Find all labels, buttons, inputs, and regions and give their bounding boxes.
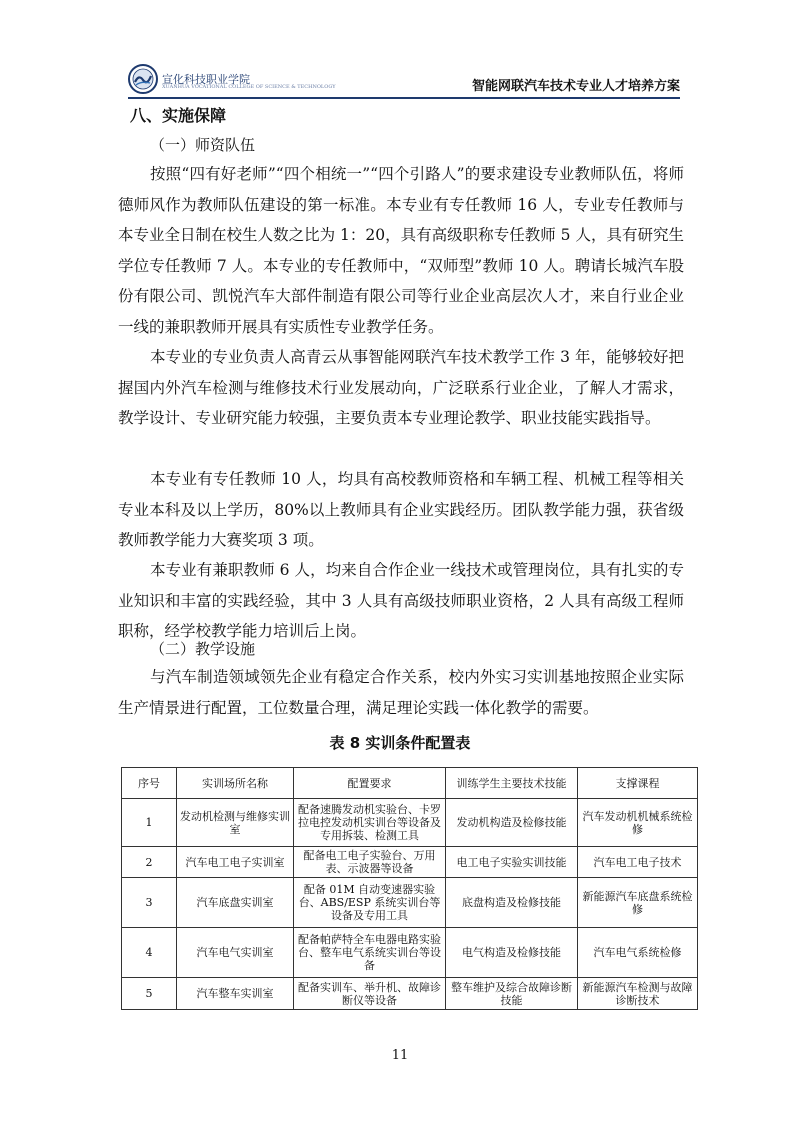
table-row <box>122 928 698 978</box>
page-number: 11 <box>391 1048 409 1063</box>
paragraph-parttime-teachers: 本专业有兼职教师 6 人，均来自合作企业一线技术或管理岗位，具有扎实的专业知识和丰富的实践经验，其中 3 人具有高级技师职业资格，2 人具有高级工程师职称，经学校教学能力培训后上岗。 <box>118 561 684 640</box>
table-cell: 汽车电工电子技术 <box>578 847 698 878</box>
section-title: 八、实施保障 <box>130 106 227 125</box>
table-cell: 电气构造及检修技能 <box>446 928 578 978</box>
column-header: 配置要求 <box>294 768 446 799</box>
school-name-en: XUANHUA VOCATIONAL COLLEGE OF SCIENCE & TECHNOLOGY <box>162 84 336 90</box>
table-caption: 表 8 实训条件配置表 <box>329 734 471 752</box>
table-cell: 配备速腾发动机实验台、卡罗拉电控发动机实训台等设备及专用拆装、检测工具 <box>294 799 446 847</box>
table-cell: 3 <box>122 878 177 928</box>
table-cell: 电工电子实验实训技能 <box>446 847 578 878</box>
column-header: 序号 <box>122 768 177 799</box>
table-cell: 配备 01M 自动变速器实验台、ABS/ESP 系统实训台等设备及专用工具 <box>294 878 446 928</box>
table-cell: 2 <box>122 847 177 878</box>
document-title: 智能网联汽车技术专业人才培养方案 <box>471 79 680 94</box>
training-conditions-table <box>121 767 698 1010</box>
page-header <box>128 62 680 98</box>
table-cell: 汽车电气实训室 <box>177 928 294 978</box>
table-cell: 1 <box>122 799 177 847</box>
college-logo-icon <box>128 64 158 94</box>
table-cell: 汽车电气系统检修 <box>578 928 698 978</box>
paragraph-teacher-team: 按照“四有好老师”“四个相统一”“四个引路人”的要求建设专业教师队伍，将师德师风作为教师队伍建设的第一标准。本专业有专任教师 16 人，专业专任教师与本专业全日制在校生人数之比为 1：20，具有高级职称专任教师 5 人，具有研究生学位专任教师 7 人。本专业的专任教师中，“双师型”教师 10 人。聘请长城汽车股份有限公司、凯悦汽车大部件制造有限公司等行业企业高层次人才，来自行业企业一线的兼职教师开展具有实质性专业教学任务。 <box>118 165 684 336</box>
school-name: 宣化科技职业学院 <box>162 73 250 86</box>
table-cell: 发动机构造及检修技能 <box>446 799 578 847</box>
column-header: 支撑课程 <box>578 768 698 799</box>
table-cell: 配备帕萨特全车电器电路实验台、整车电气系统实训台等设备 <box>294 928 446 978</box>
table-cell: 汽车整车实训室 <box>177 978 294 1010</box>
table-row <box>122 799 698 847</box>
table-cell: 5 <box>122 978 177 1010</box>
table-cell: 4 <box>122 928 177 978</box>
table-cell: 汽车电工电子实训室 <box>177 847 294 878</box>
table-row <box>122 878 698 928</box>
column-header: 实训场所名称 <box>177 768 294 799</box>
subsection-title-teachers: （一）师资队伍 <box>150 136 256 154</box>
table-row <box>122 847 698 878</box>
paragraph-fulltime-teachers: 本专业有专任教师 10 人，均具有高校教师资格和车辆工程、机械工程等相关专业本科及以上学历，80%以上教师具有企业实践经历。团队教学能力强，获省级教师教学能力大赛奖项 3 项。 <box>118 470 684 549</box>
table-cell: 新能源汽车底盘系统检修 <box>578 878 698 928</box>
table-cell: 发动机检测与维修实训室 <box>177 799 294 847</box>
table-cell: 整车维护及综合故障诊断技能 <box>446 978 578 1010</box>
subsection-title-facilities: （二）教学设施 <box>150 640 256 658</box>
table-cell: 底盘构造及检修技能 <box>446 878 578 928</box>
table-header-row <box>122 768 698 799</box>
table-cell: 汽车发动机机械系统检修 <box>578 799 698 847</box>
header-rule <box>128 97 680 99</box>
table-row <box>122 978 698 1010</box>
paragraph-facilities: 与汽车制造领域领先企业有稳定合作关系，校内外实习实训基地按照企业实际生产情景进行配置，工位数量合理，满足理论实践一体化教学的需要。 <box>118 668 684 717</box>
table-cell: 配备实训车、举升机、故障诊断仪等设备 <box>294 978 446 1010</box>
table-cell: 汽车底盘实训室 <box>177 878 294 928</box>
column-header: 训练学生主要技术技能 <box>446 768 578 799</box>
table-cell: 配备电工电子实验台、万用表、示波器等设备 <box>294 847 446 878</box>
table-cell: 新能源汽车检测与故障诊断技术 <box>578 978 698 1010</box>
paragraph-program-leader: 本专业的专业负责人高青云从事智能网联汽车技术教学工作 3 年，能够较好把握国内外汽车检测与维修技术行业发展动向，广泛联系行业企业，了解人才需求，教学设计、专业研究能力较强，主要负责本专业理论教学、职业技能实践指导。 <box>118 348 684 427</box>
